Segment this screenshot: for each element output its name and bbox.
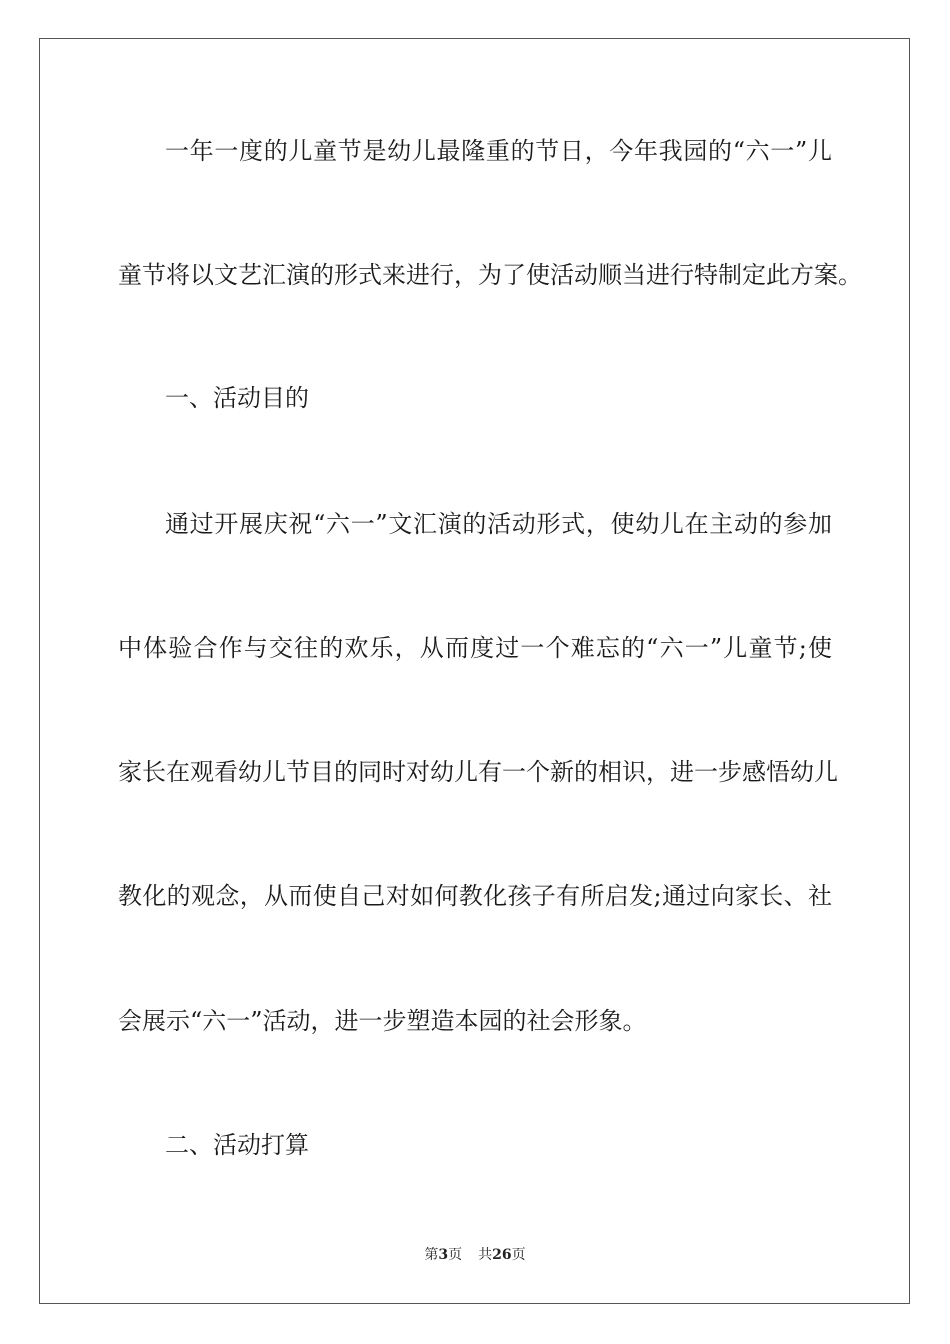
footer-total-suffix: 页 (511, 1247, 526, 1263)
paragraph2-line3: 家长在观看幼儿节目的同时对幼儿有一个新的相识，进一步感悟幼儿 (118, 758, 838, 786)
paragraph2-line5: 会展示“六一”活动，进一步塑造本园的社会形象。 (118, 1007, 647, 1035)
paragraph2-line4: 教化的观念，从而使自己对如何教化孩子有所启发;通过向家长、社 (118, 882, 832, 910)
page-frame (39, 38, 910, 1304)
footer-total-pages: 26 (492, 1247, 512, 1263)
paragraph2-line2: 中体验合作与交往的欢乐，从而度过一个难忘的“六一”儿童节;使 (118, 634, 832, 662)
footer-page-suffix: 页 (448, 1247, 463, 1263)
paragraph1-line2: 童节将以文艺汇演的形式来进行，为了使活动顺当进行特制定此方案。 (118, 261, 862, 289)
footer-page-prefix: 第 (424, 1247, 439, 1263)
footer-page-number: 3 (438, 1247, 449, 1263)
heading-activity-purpose: 一、活动目的 (165, 384, 309, 412)
paragraph2-line1: 通过开展庆祝“六一”文汇演的活动形式，使幼儿在主动的参加 (165, 510, 832, 538)
footer-total-prefix: 共 (478, 1247, 493, 1263)
page-footer (0, 1245, 950, 1265)
paragraph1-line1: 一年一度的儿童节是幼儿最隆重的节日，今年我园的“六一”儿 (165, 137, 832, 165)
heading-activity-plan: 二、活动打算 (165, 1131, 309, 1159)
